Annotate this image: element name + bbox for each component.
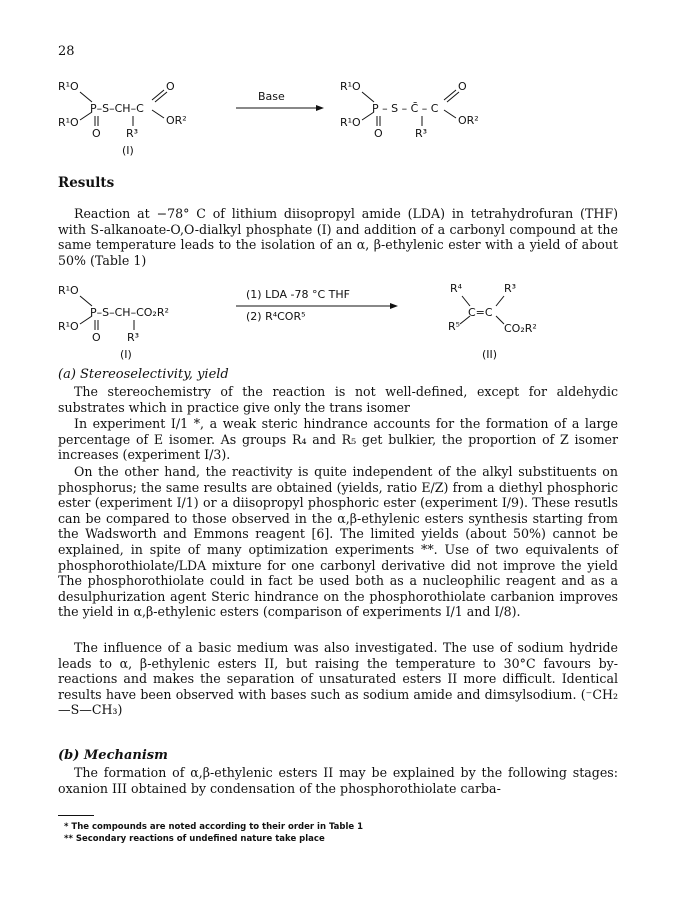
svg-text:R⁵: R⁵ — [448, 320, 461, 333]
scheme-1-arrow-label: Base — [258, 90, 285, 103]
scheme-2-reactant-label: (I) — [120, 348, 132, 360]
paragraph-a4: The influence of a basic medium was also investigated. The use of sodium hydride leads to α, β-ethylenic esters II, but raising the temperature to 30°C favours by-reactions and makes the separation of unsaturated esters II more difficult. Identical results have been observed with bases such as sodium amide and dimsylsodium. (⁻CH₂—S—CH₃) — [58, 640, 618, 718]
scheme-2-step-1: (1) LDA -78 °C THF — [246, 288, 350, 301]
svg-text:O: O — [92, 127, 101, 140]
paragraph-a1: The stereochemistry of the reaction is not well-defined, except for aldehydic substrates which in practice give only the trans isomer — [58, 384, 618, 415]
svg-text:R¹O: R¹O — [58, 284, 79, 297]
scheme-1-drawing — [50, 78, 630, 158]
paragraph-a2: In experiment I/1 *, a weak steric hindrance accounts for the formation of a large percentage of E isomer. As groups R₄ and R₅ get bulkier, the proportion of Z isomer increases (experiment I/3). — [58, 416, 618, 463]
svg-text:R⁴: R⁴ — [450, 282, 463, 295]
svg-text:R³: R³ — [504, 282, 517, 295]
svg-text:O: O — [166, 80, 175, 93]
svg-text:OR²: OR² — [166, 114, 187, 127]
svg-text:C=C: C=C — [468, 306, 493, 319]
footnote-1: * The compounds are noted according to their order in Table 1 — [64, 822, 364, 832]
svg-text:R¹O: R¹O — [340, 116, 361, 129]
svg-text:P – S – C̄ – C: P – S – C̄ – C — [372, 102, 439, 115]
svg-text:O: O — [92, 331, 101, 344]
svg-text:O: O — [374, 127, 383, 140]
paragraph-b1: The formation of α,β-ethylenic esters II may be explained by the following stages: oxanion III obtained by condensation of the phosphorothiolate carba- — [58, 765, 618, 796]
svg-text:O: O — [458, 80, 467, 93]
reaction-scheme-1 — [50, 78, 630, 162]
page-number: 28 — [58, 44, 75, 59]
scheme-1-reactant-label: (I) — [122, 144, 134, 157]
svg-text:P–S–CH–CO₂R²: P–S–CH–CO₂R² — [90, 306, 169, 319]
scheme-2-drawing — [50, 280, 630, 360]
scheme-2-product-label: (II) — [482, 348, 498, 360]
svg-text:P–S–CH–C: P–S–CH–C — [90, 102, 144, 115]
svg-text:R³: R³ — [415, 127, 428, 140]
scheme-2-step-2: (2) R⁴COR⁵ — [246, 310, 306, 323]
svg-text:R¹O: R¹O — [58, 80, 79, 93]
footnote-2: ** Secondary reactions of undefined nature take place — [64, 834, 325, 844]
svg-text:R¹O: R¹O — [58, 116, 79, 129]
svg-text:R³: R³ — [127, 331, 140, 344]
svg-text:R¹O: R¹O — [340, 80, 361, 93]
svg-text:OR²: OR² — [458, 114, 479, 127]
reaction-scheme-2 — [50, 280, 630, 364]
svg-text:CO₂R²: CO₂R² — [504, 322, 537, 335]
section-a-heading: (a) Stereoselectivity, yield — [58, 367, 229, 382]
paragraph-a3: On the other hand, the reactivity is quite independent of the alkyl substituents on phosphorus; the same results are obtained (yields, ratio E/Z) from a diethyl phosphoric ester (experiment I/1) or a diisopropyl phosphoric ester (experiment I/9). These resutls can be compared to those observed in the α,β-ethylenic esters synthesis starting from the Wadsworth and Emmons reagent [6]. The limited yields (about 50%) cannot be explained, in spite of many optimization experiments **. Use of two equivalents of phosphorothiolate/LDA mixture for one carbonyl derivative did not improve the yield The phosphorothiolate could in fact be used both as a nucleophilic reagent and as a desulphurization agent Steric hindrance on the phosphorothiolate carbanion improves the yield in α,β-ethylenic esters (comparison of experiments I/1 and I/8). — [58, 464, 618, 620]
results-heading: Results — [58, 175, 115, 191]
footnote-rule — [58, 815, 94, 816]
svg-text:R³: R³ — [126, 127, 139, 140]
svg-text:R¹O: R¹O — [58, 320, 79, 333]
section-b-heading: (b) Mechanism — [58, 748, 168, 763]
intro-paragraph: Reaction at −78° C of lithium diisopropyl amide (LDA) in tetrahydrofuran (THF) with S-alkanoate-O,O-dialkyl phosphate (I) and addition of a carbonyl compound at the same temperature leads to the isolation of an α, β-ethylenic ester with a yield of about 50% (Table 1) — [58, 206, 618, 268]
